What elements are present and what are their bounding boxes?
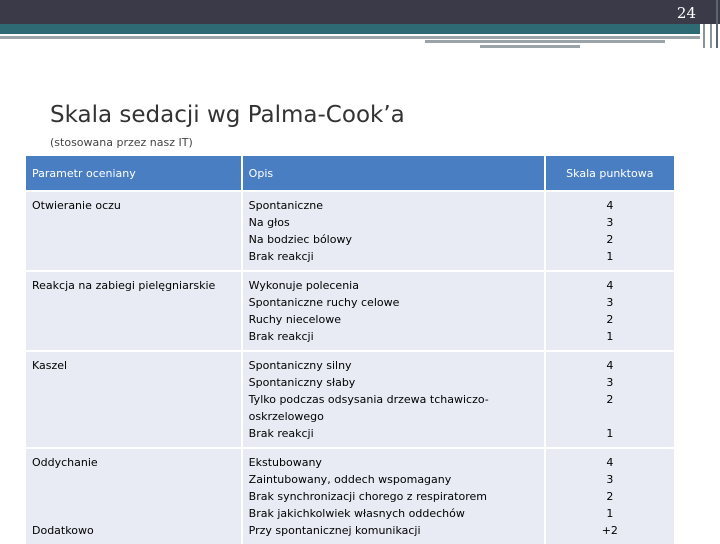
header-description: Opis xyxy=(242,156,545,191)
score-value: 3 xyxy=(606,296,614,309)
table-row xyxy=(26,191,674,271)
description-item: Wykonuje polecenia xyxy=(248,279,359,292)
side-accent-line xyxy=(703,24,705,48)
score-cell xyxy=(545,191,674,271)
parameter-cell xyxy=(26,271,242,351)
top-thin-line-short xyxy=(425,40,665,43)
score-value: 4 xyxy=(606,456,614,469)
score-value: 3 xyxy=(606,376,614,389)
spacer xyxy=(32,471,235,522)
score-value: 2 xyxy=(606,313,614,326)
header-score: Skala punktowa xyxy=(545,156,674,191)
score-value: 4 xyxy=(606,199,614,212)
top-thin-line xyxy=(0,36,700,39)
parameter-cell xyxy=(26,448,242,544)
score-value: 2 xyxy=(606,490,614,503)
page-number: 24 xyxy=(676,4,696,22)
parameter-cell xyxy=(26,351,242,448)
description-item: Spontaniczne xyxy=(248,199,323,212)
parameter-cell xyxy=(26,191,242,271)
description-cell xyxy=(242,351,545,448)
description-item: Ruchy niecelowe xyxy=(248,313,341,326)
table-row xyxy=(26,351,674,448)
slide-title: Skala sedacji wg Palma-Cook’a xyxy=(50,102,405,128)
parameter-extra-label: Dodatkowo xyxy=(32,524,94,537)
top-thin-line-shorter xyxy=(480,45,580,48)
spacer xyxy=(552,408,668,425)
description-item: Spontaniczny silny xyxy=(248,359,352,372)
score-value: 4 xyxy=(606,359,614,372)
table-row xyxy=(26,271,674,351)
score-cell xyxy=(545,448,674,544)
score-cell xyxy=(545,351,674,448)
score-value: 2 xyxy=(606,233,614,246)
score-value: 2 xyxy=(606,393,614,406)
description-cell xyxy=(242,191,545,271)
description-cell xyxy=(242,448,545,544)
side-accent-line xyxy=(716,0,718,48)
parameter-label: Kaszel xyxy=(32,359,68,372)
header-parameter: Parametr oceniany xyxy=(26,156,242,191)
sedation-scale-table xyxy=(26,156,674,544)
top-dark-bar xyxy=(0,0,720,24)
top-teal-bar xyxy=(0,24,700,34)
description-item: Brak reakcji xyxy=(248,427,314,440)
table-row xyxy=(26,448,674,544)
slide-subtitle: (stosowana przez nasz IT) xyxy=(50,136,193,149)
description-cell xyxy=(242,271,545,351)
table-header-row xyxy=(26,156,674,191)
side-accent-line xyxy=(710,24,712,48)
description-item: Spontaniczne ruchy celowe xyxy=(248,296,400,309)
description-item: Przy spontanicznej komunikacji xyxy=(248,524,421,537)
description-item: Spontaniczny słaby xyxy=(248,376,356,389)
description-item: Zaintubowany, oddech wspomagany xyxy=(248,473,452,486)
parameter-label: Reakcja na zabiegi pielęgniarskie xyxy=(32,279,216,292)
description-item: Ekstubowany xyxy=(248,456,322,469)
description-item: Brak reakcji xyxy=(248,250,314,263)
score-value: 1 xyxy=(606,507,614,520)
parameter-label: Oddychanie xyxy=(32,456,98,469)
score-value: 3 xyxy=(606,216,614,229)
score-value: 1 xyxy=(606,330,614,343)
score-value: 1 xyxy=(606,250,614,263)
description-item: Brak synchronizacji chorego z respiratorem xyxy=(248,490,487,503)
description-item: Brak reakcji xyxy=(248,330,314,343)
description-item: Na bodziec bólowy xyxy=(248,233,352,246)
description-item: Tylko podczas odsysania drzewa tchawiczo-oskrzelowego xyxy=(248,393,489,423)
description-item: Na głos xyxy=(248,216,290,229)
score-cell xyxy=(545,271,674,351)
description-item: Brak jakichkolwiek własnych oddechów xyxy=(248,507,465,520)
score-value: 1 xyxy=(606,427,614,440)
parameter-label: Otwieranie oczu xyxy=(32,199,121,212)
score-value: +2 xyxy=(601,524,618,537)
score-value: 4 xyxy=(606,279,614,292)
score-value: 3 xyxy=(606,473,614,486)
